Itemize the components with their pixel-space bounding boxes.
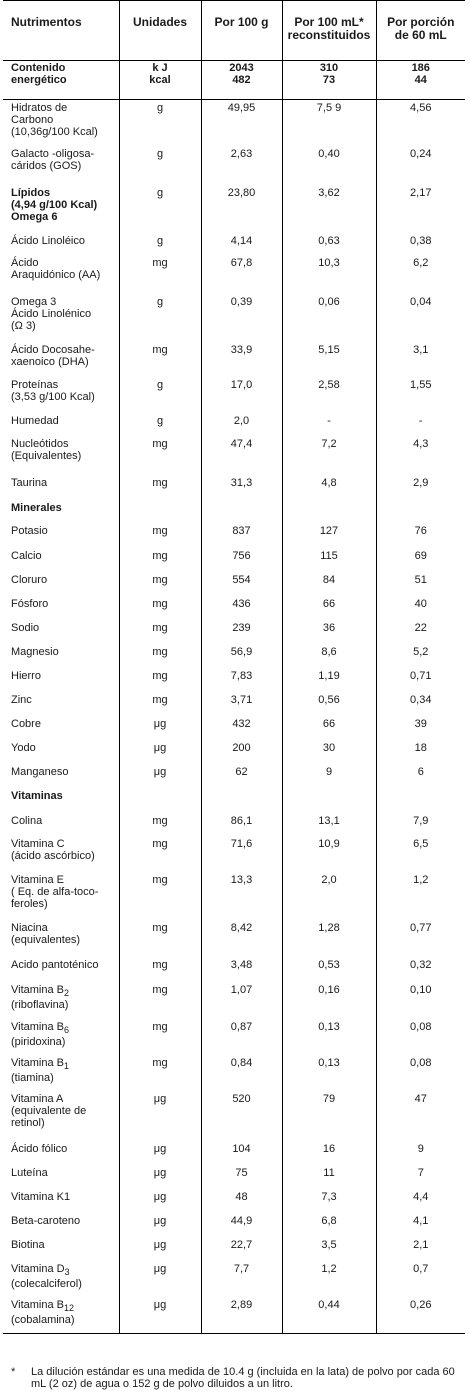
nutrient-name-subscript: 3 <box>64 1267 70 1278</box>
per100ml-cell: 7,3 <box>282 1189 376 1213</box>
per60ml-cell: 0,77 <box>376 920 465 957</box>
per100g-cell: 56,9 <box>201 644 282 668</box>
per100g-cell: 432 <box>201 716 282 740</box>
per100ml-cell: - <box>282 413 376 436</box>
nutrient-name-main: Vitamina B <box>11 1057 64 1069</box>
unit-cell <box>119 500 201 523</box>
per60ml-cell: 0,04 <box>376 294 465 342</box>
nutrient-name: Cloruro <box>11 574 48 586</box>
unit-cell: mg <box>119 982 201 1019</box>
per60ml-cell: 7,9 <box>376 813 465 836</box>
per100ml-cell: 127 <box>282 523 376 548</box>
nutrient-name: Vitamina E ( Eq. de alfa-toco- feroles) <box>11 874 99 910</box>
per100ml-cell: 8,6 <box>282 644 376 668</box>
table-row <box>3 146 465 185</box>
nutrient-name: Fósforo <box>11 598 49 610</box>
per100ml-cell: 1,28 <box>282 920 376 957</box>
table-row <box>3 475 465 500</box>
per60ml-cell: 4,4 <box>376 1189 465 1213</box>
nutrient-name: Minerales <box>11 502 62 514</box>
per60ml-cell: 76 <box>376 523 465 548</box>
table-row <box>3 620 465 644</box>
nutrient-name: Luteína <box>11 1167 48 1179</box>
unit-cell: mg <box>119 668 201 692</box>
table-row <box>3 413 465 436</box>
table-row <box>3 377 465 413</box>
per100ml-cell: 7,5 9 <box>282 100 376 147</box>
per60ml-cell: - <box>376 413 465 436</box>
table-row <box>3 100 465 147</box>
per100ml-cell: 11 <box>282 1165 376 1189</box>
nutrient-name: Ácido Linoléico <box>11 235 85 247</box>
per100g-cell <box>201 500 282 523</box>
unit-cell: μg <box>119 1213 201 1237</box>
nutrient-name-main: Vitamina B <box>11 1021 64 1033</box>
per60ml-cell: 51 <box>376 572 465 596</box>
per60ml-cell: 1,55 <box>376 377 465 413</box>
per100ml-cell: 79 <box>282 1091 376 1141</box>
per60ml-cell: 0,10 <box>376 982 465 1019</box>
nutrient-name: Yodo <box>11 742 36 754</box>
table-row <box>3 836 465 872</box>
nutrient-name: Ácido Docosahe- xaenoico (DHA) <box>11 344 95 368</box>
nutrient-name-detail: (cobalamina) <box>11 1314 75 1327</box>
per60ml-cell: 5,2 <box>376 644 465 668</box>
energy-unit: k J kcal <box>119 61 201 100</box>
unit-cell: μg <box>119 764 201 788</box>
per100g-cell: 3,71 <box>201 692 282 716</box>
per60ml-cell: 6,5 <box>376 836 465 872</box>
per100g-cell: 7,83 <box>201 668 282 692</box>
per100g-cell: 200 <box>201 740 282 764</box>
per60ml-cell: 4,56 <box>376 100 465 147</box>
per100g-cell: 67,8 <box>201 255 282 294</box>
per100ml-cell: 0,06 <box>282 294 376 342</box>
unit-cell: μg <box>119 1297 201 1334</box>
nutrient-name: Niacina (equivalentes) <box>11 922 81 946</box>
unit-cell: μg <box>119 740 201 764</box>
table-row <box>3 1055 465 1091</box>
per60ml-cell: 2,9 <box>376 475 465 500</box>
per100g-cell: 4,14 <box>201 233 282 255</box>
per100g-cell: 104 <box>201 1141 282 1165</box>
per100ml-cell <box>282 788 376 813</box>
unit-cell: mg <box>119 872 201 920</box>
unit-cell: mg <box>119 920 201 957</box>
nutrient-name: Calcio <box>11 550 42 562</box>
per100g-cell: 71,6 <box>201 836 282 872</box>
table-row <box>3 294 465 342</box>
nutrient-name: Biotina <box>11 1239 45 1251</box>
per60ml-cell: 6 <box>376 764 465 788</box>
table-row <box>3 342 465 377</box>
table-row <box>3 813 465 836</box>
per100g-cell: 13,3 <box>201 872 282 920</box>
per100g-cell: 2,89 <box>201 1297 282 1334</box>
footnote-text: La dilución estándar es una medida de 10.4 g (incluida en la lata) de polvo por cada 60 mL (2 oz) de agua o 152 g de polvo diluidos a un litro. <box>31 1366 455 1390</box>
nutrient-name: Ácido Araquidónico (AA) <box>11 257 101 281</box>
per100ml-cell: 13,1 <box>282 813 376 836</box>
per100g-cell: 7,7 <box>201 1261 282 1297</box>
nutrient-name: Beta-caroteno <box>11 1215 81 1227</box>
table-row <box>3 982 465 1019</box>
table-row <box>3 523 465 548</box>
per100ml-cell: 2,0 <box>282 872 376 920</box>
energy-per100ml: 310 73 <box>282 61 376 100</box>
per60ml-cell: 40 <box>376 596 465 620</box>
table-row <box>3 1019 465 1055</box>
per100g-cell: 520 <box>201 1091 282 1141</box>
nutrient-name-subscript: 2 <box>64 988 70 999</box>
per100ml-cell: 9 <box>282 764 376 788</box>
per100g-cell: 0,84 <box>201 1055 282 1091</box>
unit-cell: g <box>119 294 201 342</box>
unit-cell: mg <box>119 255 201 294</box>
per100ml-cell <box>282 500 376 523</box>
nutrient-name <box>3 1055 119 1091</box>
nutrient-name: Vitamina C (ácido ascórbico) <box>11 838 95 862</box>
nutrient-name: Manganeso <box>11 766 69 778</box>
unit-cell: mg <box>119 957 201 982</box>
unit-cell: mg <box>119 342 201 377</box>
table-row <box>3 596 465 620</box>
unit-cell: μg <box>119 716 201 740</box>
per100ml-cell: 30 <box>282 740 376 764</box>
per100g-cell: 2,0 <box>201 413 282 436</box>
per100g-cell: 837 <box>201 523 282 548</box>
per100g-cell: 75 <box>201 1165 282 1189</box>
per100g-cell: 48 <box>201 1189 282 1213</box>
per100ml-cell: 0,56 <box>282 692 376 716</box>
table-row <box>3 233 465 255</box>
energy-per60ml: 186 44 <box>376 61 465 100</box>
unit-cell: mg <box>119 644 201 668</box>
per100ml-cell: 36 <box>282 620 376 644</box>
per100ml-cell: 10,3 <box>282 255 376 294</box>
energy-name: Contenido energético <box>3 61 119 100</box>
unit-cell: mg <box>119 692 201 716</box>
header-por-100ml: Por 100 mL* reconstituidos <box>282 1 376 61</box>
table-row <box>3 920 465 957</box>
nutrient-name: Magnesio <box>11 646 59 658</box>
per100ml-cell: 3,62 <box>282 185 376 233</box>
per60ml-cell <box>376 788 465 813</box>
per100g-cell: 0,87 <box>201 1019 282 1055</box>
per60ml-cell: 69 <box>376 548 465 572</box>
table-row <box>3 1297 465 1334</box>
table-row <box>3 1091 465 1141</box>
nutrient-name: Humedad <box>11 415 59 427</box>
unit-cell: μg <box>119 1237 201 1261</box>
nutrient-name: Galacto -oligosa- cáridos (GOS) <box>11 148 95 172</box>
nutrient-name: Proteínas (3,53 g/100 Kcal) <box>11 379 95 403</box>
per100ml-cell: 0,53 <box>282 957 376 982</box>
nutrient-name: Lípidos (4,94 g/100 Kcal) Omega 6 <box>11 187 98 223</box>
unit-cell: μg <box>119 1189 201 1213</box>
per100g-cell <box>201 788 282 813</box>
nutrient-name-detail: (colecalciferol) <box>11 1278 82 1291</box>
nutrient-name-subscript: 6 <box>64 1025 70 1036</box>
per60ml-cell: 9 <box>376 1141 465 1165</box>
unit-cell <box>119 788 201 813</box>
per100g-cell: 756 <box>201 548 282 572</box>
nutrient-name: Hierro <box>11 670 41 682</box>
per100ml-cell: 4,8 <box>282 475 376 500</box>
per100g-cell: 23,80 <box>201 185 282 233</box>
per60ml-cell: 0,38 <box>376 233 465 255</box>
nutrient-name: Colina <box>11 815 43 827</box>
nutrient-name-main: Vitamina B <box>11 1299 64 1311</box>
table-row <box>3 668 465 692</box>
per60ml-cell: 0,24 <box>376 146 465 185</box>
per100ml-cell: 0,13 <box>282 1055 376 1091</box>
table-row <box>3 572 465 596</box>
unit-cell: mg <box>119 572 201 596</box>
per100g-cell: 2,63 <box>201 146 282 185</box>
table-row <box>3 1261 465 1297</box>
per60ml-cell: 4,1 <box>376 1213 465 1237</box>
table-row <box>3 716 465 740</box>
table-row <box>3 1165 465 1189</box>
per100g-cell: 436 <box>201 596 282 620</box>
per100ml-cell: 115 <box>282 548 376 572</box>
nutrient-name: Nucleótidos (Equivalentes) <box>11 438 82 462</box>
unit-cell: μg <box>119 1165 201 1189</box>
nutrient-name: Ácido fólico <box>11 1143 68 1155</box>
per60ml-cell: 18 <box>376 740 465 764</box>
unit-cell: mg <box>119 475 201 500</box>
table-row <box>3 764 465 788</box>
nutrient-name: Vitaminas <box>11 790 63 802</box>
table-row <box>3 1141 465 1165</box>
section-row <box>3 788 465 813</box>
table-row <box>3 740 465 764</box>
per60ml-cell: 6,2 <box>376 255 465 294</box>
nutrient-name-main: Vitamina D <box>11 1263 65 1275</box>
per100ml-cell: 10,9 <box>282 836 376 872</box>
unit-cell: g <box>119 377 201 413</box>
per100ml-cell: 5,15 <box>282 342 376 377</box>
per100ml-cell: 6,8 <box>282 1213 376 1237</box>
nutrient-name-detail: (tiamina) <box>11 1072 54 1085</box>
per60ml-cell: 0,7 <box>376 1261 465 1297</box>
nutrient-name <box>3 1297 119 1334</box>
unit-cell: mg <box>119 620 201 644</box>
per100g-cell: 44,9 <box>201 1213 282 1237</box>
per60ml-cell: 0,32 <box>376 957 465 982</box>
unit-cell: μg <box>119 1141 201 1165</box>
unit-cell: g <box>119 233 201 255</box>
per100ml-cell: 1,2 <box>282 1261 376 1297</box>
per60ml-cell: 4,3 <box>376 436 465 475</box>
per60ml-cell: 1,2 <box>376 872 465 920</box>
per100ml-cell: 66 <box>282 716 376 740</box>
per100ml-cell: 0,63 <box>282 233 376 255</box>
table-row <box>3 957 465 982</box>
nutrient-name: Cobre <box>11 718 41 730</box>
unit-cell: mg <box>119 548 201 572</box>
nutrition-table-container <box>3 0 465 1334</box>
table-row <box>3 255 465 294</box>
nutrient-name-detail: (piridoxina) <box>11 1036 66 1049</box>
per100g-cell: 33,9 <box>201 342 282 377</box>
per60ml-cell: 3,1 <box>376 342 465 377</box>
nutrient-name: Omega 3 Ácido Linolénico (Ω 3) <box>11 296 92 332</box>
nutrient-name-subscript: 1 <box>64 1061 70 1072</box>
per100ml-cell: 2,58 <box>282 377 376 413</box>
unit-cell: mg <box>119 523 201 548</box>
per60ml-cell: 2,1 <box>376 1237 465 1261</box>
nutrition-table <box>3 0 465 1334</box>
nutrient-name <box>3 1019 119 1055</box>
table-row <box>3 1213 465 1237</box>
header-por-100g: Por 100 g <box>201 1 282 61</box>
per100g-cell: 0,39 <box>201 294 282 342</box>
nutrient-name: Acido pantoténico <box>11 959 99 971</box>
per100g-cell: 1,07 <box>201 982 282 1019</box>
table-row <box>3 692 465 716</box>
nutrient-name: Sodio <box>11 622 40 634</box>
nutrient-name: Potasio <box>11 525 48 537</box>
nutrient-name <box>3 1261 119 1297</box>
per100g-cell: 47,4 <box>201 436 282 475</box>
section-row <box>3 500 465 523</box>
per100ml-cell: 3,5 <box>282 1237 376 1261</box>
unit-cell: μg <box>119 1261 201 1297</box>
per100g-cell: 554 <box>201 572 282 596</box>
per100g-cell: 62 <box>201 764 282 788</box>
per100g-cell: 17,0 <box>201 377 282 413</box>
nutrient-name: Vitamina A (equivalente de retinol) <box>11 1093 87 1129</box>
per60ml-cell: 0,34 <box>376 692 465 716</box>
unit-cell: mg <box>119 836 201 872</box>
per100ml-cell: 0,16 <box>282 982 376 1019</box>
unit-cell: mg <box>119 1055 201 1091</box>
energy-per100g: 2043 482 <box>201 61 282 100</box>
per100ml-cell: 0,13 <box>282 1019 376 1055</box>
header-nutrimentos: Nutrimentos <box>3 1 119 61</box>
per60ml-cell: 7 <box>376 1165 465 1189</box>
per60ml-cell: 0,08 <box>376 1019 465 1055</box>
table-row <box>3 1237 465 1261</box>
table-row <box>3 872 465 920</box>
per100ml-cell: 84 <box>282 572 376 596</box>
nutrient-name <box>3 982 119 1019</box>
per100g-cell: 8,42 <box>201 920 282 957</box>
per60ml-cell: 2,17 <box>376 185 465 233</box>
per60ml-cell: 47 <box>376 1091 465 1141</box>
per100g-cell: 239 <box>201 620 282 644</box>
table-row <box>3 436 465 475</box>
unit-cell: mg <box>119 436 201 475</box>
per60ml-cell <box>376 500 465 523</box>
per60ml-cell: 0,08 <box>376 1055 465 1091</box>
per100g-cell: 22,7 <box>201 1237 282 1261</box>
nutrient-name: Zinc <box>11 694 32 706</box>
unit-cell: g <box>119 413 201 436</box>
per60ml-cell: 39 <box>376 716 465 740</box>
table-row <box>3 1189 465 1213</box>
per100ml-cell: 1,19 <box>282 668 376 692</box>
per100g-cell: 86,1 <box>201 813 282 836</box>
unit-cell: g <box>119 100 201 147</box>
nutrient-name-main: Vitamina B <box>11 984 64 996</box>
header-row <box>3 1 465 61</box>
nutrient-name-subscript: 12 <box>64 1303 75 1314</box>
per60ml-cell: 0,26 <box>376 1297 465 1334</box>
nutrient-name-detail: (riboflavina) <box>11 999 69 1012</box>
nutrient-name: Taurina <box>11 477 48 489</box>
per60ml-cell: 0,71 <box>376 668 465 692</box>
table-row <box>3 644 465 668</box>
per100ml-cell: 16 <box>282 1141 376 1165</box>
unit-cell: g <box>119 185 201 233</box>
energy-row <box>3 61 465 100</box>
per100g-cell: 31,3 <box>201 475 282 500</box>
header-unidades: Unidades <box>119 1 201 61</box>
per100ml-cell: 7,2 <box>282 436 376 475</box>
unit-cell: μg <box>119 1091 201 1141</box>
unit-cell: mg <box>119 1019 201 1055</box>
unit-cell: mg <box>119 596 201 620</box>
per100ml-cell: 66 <box>282 596 376 620</box>
footnote-marker: * <box>11 1366 16 1378</box>
nutrient-name: Hidratos de Carbono (10,36g/100 Kcal) <box>11 102 98 138</box>
per100g-cell: 49,95 <box>201 100 282 147</box>
per60ml-cell: 22 <box>376 620 465 644</box>
header-por-porcion: Por porción de 60 mL <box>376 1 465 61</box>
unit-cell: g <box>119 146 201 185</box>
table-row <box>3 548 465 572</box>
per100ml-cell: 0,40 <box>282 146 376 185</box>
nutrient-name: Vitamina K1 <box>11 1191 71 1203</box>
per100ml-cell: 0,44 <box>282 1297 376 1334</box>
unit-cell: mg <box>119 813 201 836</box>
per100g-cell: 3,48 <box>201 957 282 982</box>
table-row <box>3 185 465 233</box>
